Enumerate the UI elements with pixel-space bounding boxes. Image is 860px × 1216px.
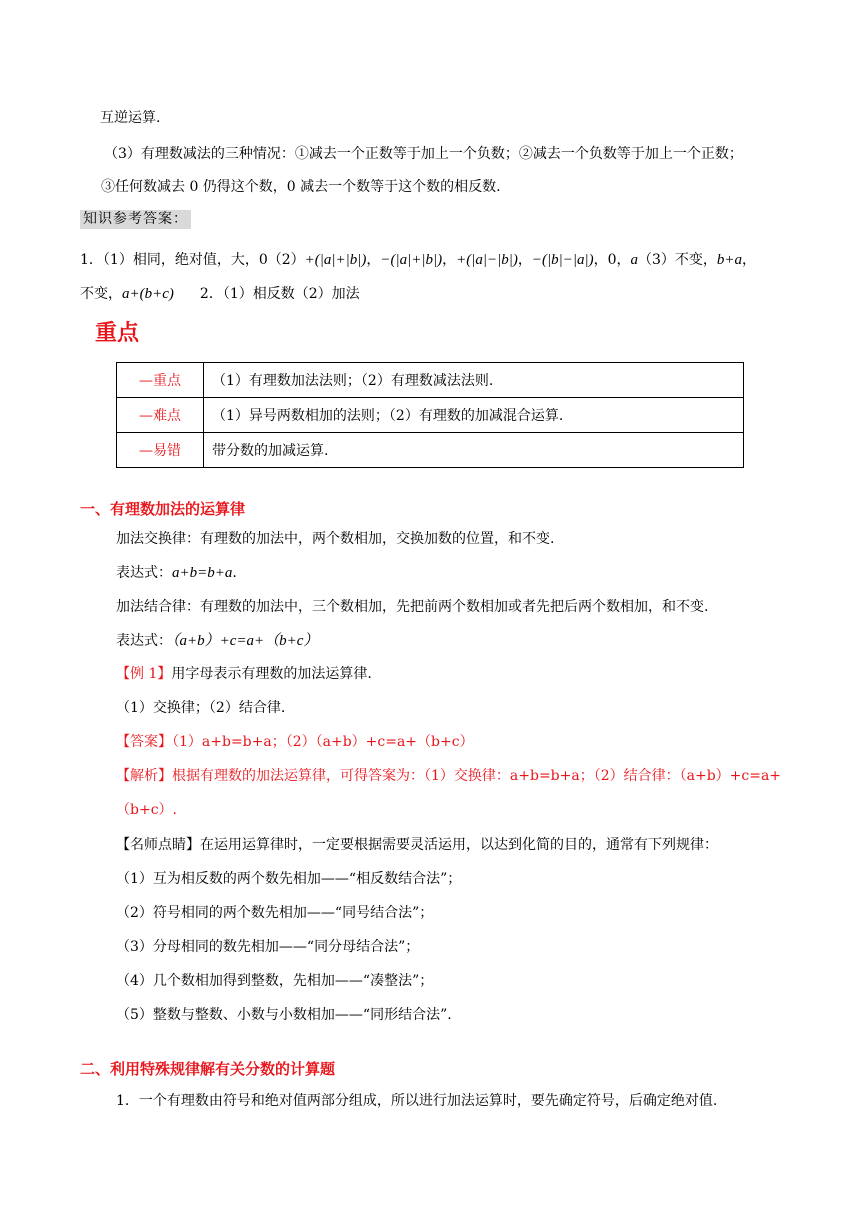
answers-heading: [80, 209, 191, 229]
answers-line-1: 1．（1）相同，绝对值，大，0（2）+(|a|+|b|)，−(|a|+|b|)，+(|a|−|b|)，−(|b|−|a|)，0，a（3）不变，b+a，: [80, 252, 757, 268]
assoc-expr: （a+b）+c=a+（b+c）: [172, 633, 319, 649]
section2-paragraph: 1．一个有理数由符号和绝对值两部分组成，所以进行加法运算时，要先确定符号，后确定绝对值.: [116, 1093, 718, 1109]
section2-title: 二、利用特殊规律解有关分数的计算题: [80, 1060, 336, 1078]
focus-text: 带分数的加减运算.: [204, 433, 744, 468]
section1-title: 一、有理数加法的运算律: [80, 500, 246, 518]
answers-sep: ，0，: [593, 252, 631, 268]
focus-text: （1）有理数加法法则；（2）有理数减法法则.: [204, 363, 744, 398]
assoc-expr-label: 表达式：: [116, 633, 172, 649]
answer-tag: 【答案】: [116, 734, 172, 750]
rule-item: （2）符号相同的两个数先相加——“同号结合法”；: [116, 905, 434, 921]
answers-var-ba: b+a: [716, 252, 743, 268]
focus-title: 重点: [95, 321, 140, 346]
answers-math-3: +(|a|−|b|): [456, 252, 518, 268]
focus-row: [117, 398, 744, 433]
focus-label: —难点: [117, 398, 204, 433]
answers-line-1-text: 1．（1）相同，绝对值，大，0（2）: [80, 252, 305, 268]
answer-text: （1）a+b=b+a；（2）（a+b）+c=a+（b+c）: [172, 734, 474, 750]
solution-line-2: （b+c）.: [116, 802, 177, 818]
example-parts: （1）交换律；（2）结合律.: [116, 700, 286, 716]
answers-item-2: 2．（1）相反数（2）加法: [199, 286, 360, 302]
comm-expr-label: 表达式：: [116, 565, 172, 581]
tip-text: 在运用运算律时，一定要根据需要灵活运用，以达到化简的目的，通常有下列规律：: [200, 837, 718, 853]
answers-text-3: （3）不变，: [638, 252, 717, 268]
assoc-law: 加法结合律：有理数的加法中，三个数相加，先把前两个数相加或者先把后两个数相加，和不变.: [116, 599, 709, 615]
rule-item: （1）互为相反数的两个数先相加——“相反数结合法”；: [116, 871, 462, 887]
rule-item: （4）几个数相加得到整数，先相加——“凑整法”；: [116, 973, 434, 989]
answers-assoc-expr: a+(b+c): [122, 286, 174, 302]
example-text: 用字母表示有理数的加法运算律.: [171, 666, 372, 682]
answers-line-2: [80, 284, 360, 304]
rule-item: （5）整数与整数、小数与小数相加——“同形结合法”.: [116, 1007, 452, 1023]
focus-text: （1）异号两数相加的法则；（2）有理数的加减混合运算.: [204, 398, 744, 433]
comm-expr-line: 表达式：a+b=b+a.: [116, 565, 237, 581]
comm-law: 加法交换律：有理数的加法中，两个数相加，交换加数的位置，和不变.: [116, 531, 555, 547]
focus-label: —易错: [117, 433, 204, 468]
example-line: [116, 664, 372, 684]
intro-line-2: （3）有理数减法的三种情况：①减去一个正数等于加上一个负数；②减去一个负数等于加上一个正数；: [104, 146, 743, 162]
solution-line-1: [116, 766, 781, 786]
answer-line: [116, 732, 474, 752]
intro-line-3: ③任何数减去 0 仍得这个数，0 减去一个数等于这个数的相反数.: [101, 179, 501, 195]
answers-math-1: +(|a|+|b|): [304, 252, 367, 268]
answers-heading-text: 知识参考答案：: [80, 210, 191, 229]
comm-expr: a+b=b+a: [172, 565, 233, 581]
answers-math-4: −(|b|−|a|): [531, 252, 594, 268]
rule-item: （3）分母相同的数先相加——“同分母结合法”；: [116, 939, 420, 955]
tip-line: [116, 835, 718, 855]
answers-line-2-text: 不变，: [80, 286, 122, 302]
focus-table: [116, 362, 744, 468]
tip-tag: 【名师点睛】: [116, 837, 200, 853]
answers-var-a: a: [630, 252, 638, 268]
solution-text-1: 根据有理数的加法运算律，可得答案为：（1）交换律：a+b=b+a；（2）结合律：（a+b）+c=a+: [172, 768, 782, 784]
focus-row: [117, 363, 744, 398]
focus-label: —重点: [117, 363, 204, 398]
example-tag: 【例 1】: [116, 666, 172, 682]
assoc-expr-line: [116, 631, 318, 651]
solution-tag: 【解析】: [116, 768, 172, 784]
intro-line-1: 互逆运算.: [100, 110, 161, 126]
focus-row: [117, 433, 744, 468]
answers-math-2: −(|a|+|b|): [380, 252, 443, 268]
